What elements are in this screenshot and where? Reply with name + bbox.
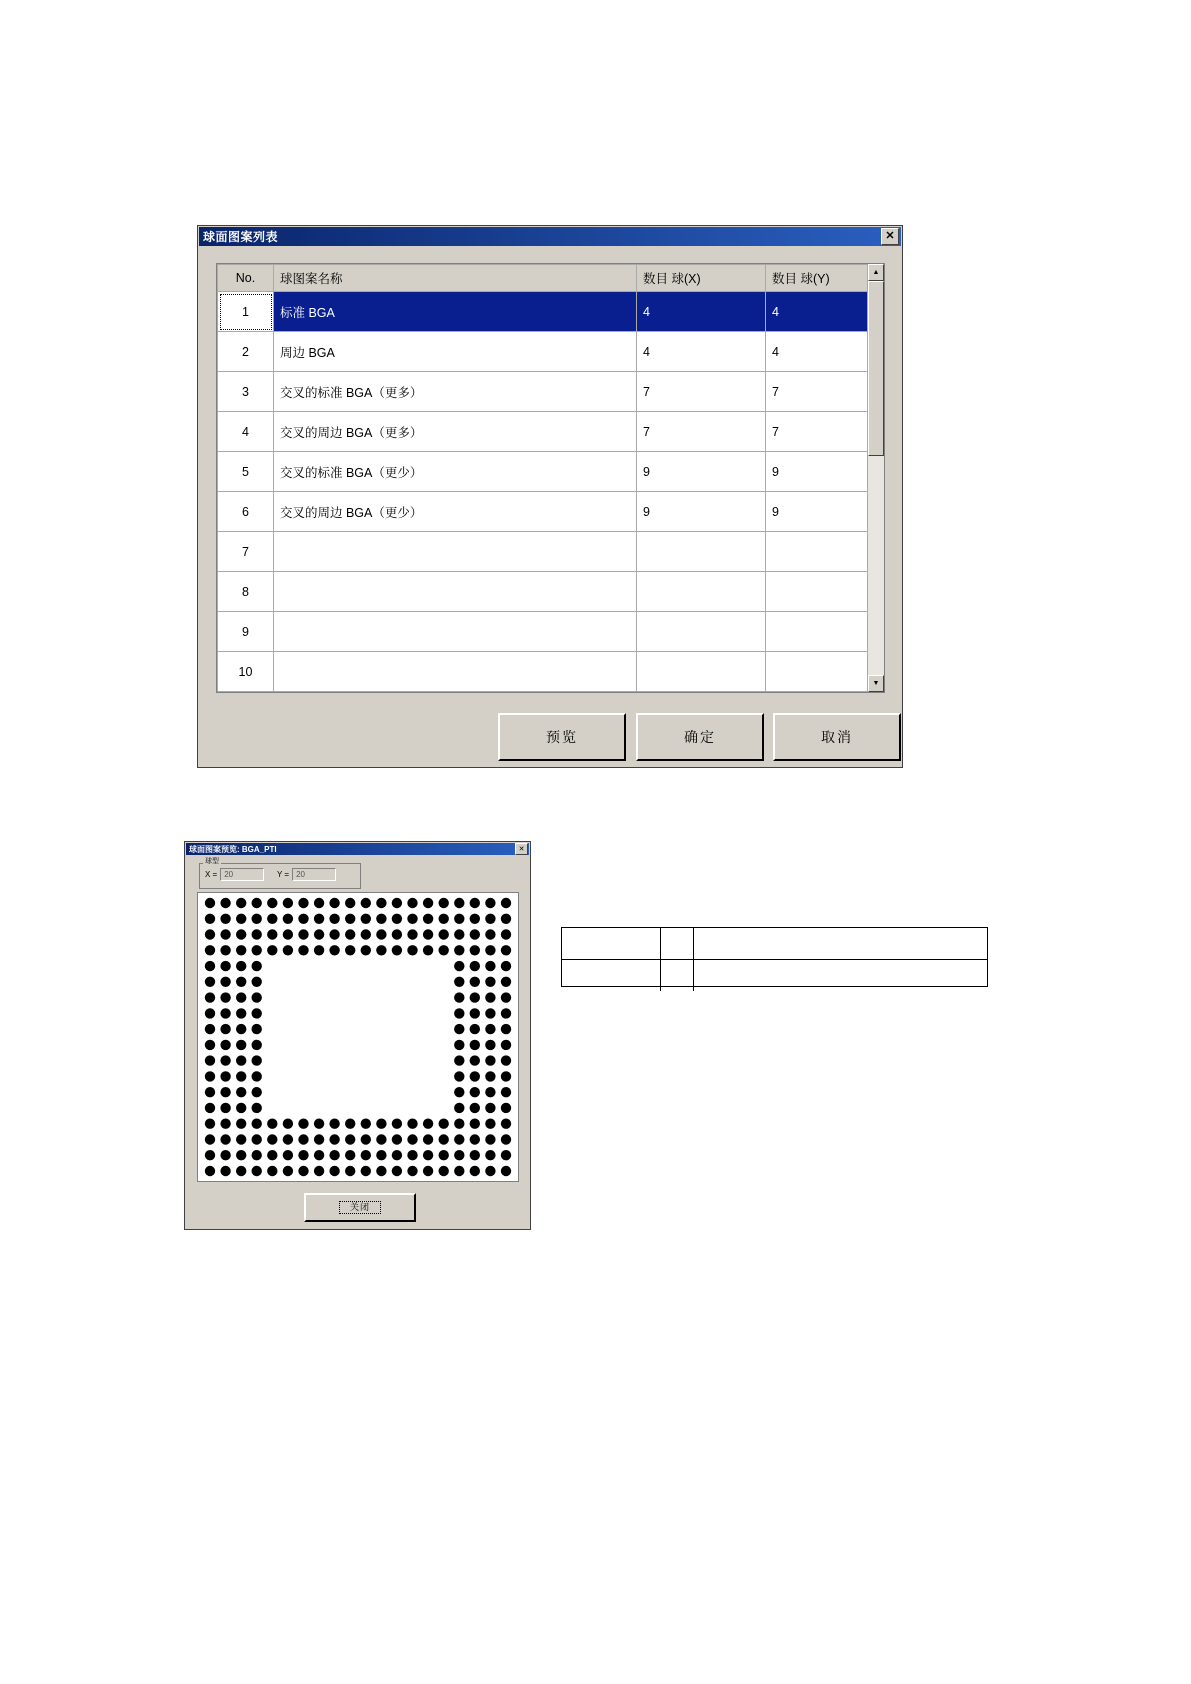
- cell-no: 7: [218, 532, 274, 572]
- ok-button[interactable]: 确定: [636, 713, 764, 761]
- table-row[interactable]: [218, 372, 868, 412]
- cell-no: 5: [218, 452, 274, 492]
- cell-y: [766, 532, 868, 572]
- cell-name: 标准 BGA: [274, 292, 637, 332]
- cell-name: [274, 652, 637, 692]
- cell-name: 交叉的标准 BGA（更多）: [274, 372, 637, 412]
- x-label: X =: [205, 870, 218, 879]
- cell-c2: [694, 960, 988, 992]
- close-icon[interactable]: ✕: [515, 843, 528, 855]
- ball-grid-svg: [198, 893, 518, 1181]
- ball-type-group-label: 球型: [205, 858, 219, 865]
- cell-name: [274, 612, 637, 652]
- column-header-y[interactable]: 数目 球(Y): [766, 265, 868, 292]
- cell-name: 周边 BGA: [274, 332, 637, 372]
- table-row[interactable]: [218, 652, 868, 692]
- cell-a1: [562, 928, 661, 960]
- y-label: Y =: [277, 870, 290, 879]
- cell-x: [637, 612, 766, 652]
- cell-y: [766, 612, 868, 652]
- vertical-scrollbar[interactable]: [867, 264, 884, 692]
- cell-x: 7: [637, 372, 766, 412]
- ball-pattern-list-dialog: [197, 225, 903, 768]
- table-row[interactable]: [218, 532, 868, 572]
- cell-x: 4: [637, 332, 766, 372]
- close-button[interactable]: [304, 1193, 416, 1222]
- cell-name: 交叉的周边 BGA（更多）: [274, 412, 637, 452]
- cell-no: 8: [218, 572, 274, 612]
- dialog-titlebar[interactable]: [199, 227, 901, 246]
- x-field-group: [205, 868, 264, 881]
- table-row: [562, 928, 987, 960]
- close-button-label: 关闭: [339, 1201, 381, 1214]
- preview-title: 球面图案预览: BGA_PTI: [189, 844, 277, 854]
- cell-no: 2: [218, 332, 274, 372]
- cell-no: 9: [218, 612, 274, 652]
- column-header-x[interactable]: 数目 球(X): [637, 265, 766, 292]
- ball-pattern-preview-dialog: [184, 841, 531, 1230]
- dialog-button-row: [216, 713, 885, 757]
- close-icon[interactable]: ✕: [881, 228, 899, 245]
- cell-name: 交叉的标准 BGA（更少）: [274, 452, 637, 492]
- scrollbar-thumb[interactable]: [868, 281, 884, 456]
- preview-button[interactable]: 预览: [498, 713, 626, 761]
- cell-x: [637, 572, 766, 612]
- preview-titlebar[interactable]: [186, 843, 529, 855]
- cell-y: 4: [766, 332, 868, 372]
- table-row[interactable]: [218, 332, 868, 372]
- y-input[interactable]: 20: [292, 868, 336, 881]
- table-row[interactable]: [218, 612, 868, 652]
- cell-c1: [694, 928, 988, 960]
- cell-b2: [661, 960, 694, 992]
- column-header-name[interactable]: 球图案名称: [274, 265, 637, 292]
- cell-x: 7: [637, 412, 766, 452]
- cell-x: 4: [637, 292, 766, 332]
- y-field-group: [277, 868, 336, 881]
- cell-no: 1: [218, 292, 274, 332]
- pattern-grid-wrapper: [217, 264, 867, 692]
- table-row[interactable]: [218, 292, 868, 332]
- cell-no: 6: [218, 492, 274, 532]
- cell-x: [637, 652, 766, 692]
- blank-side-table: [561, 927, 988, 987]
- cell-x: 9: [637, 492, 766, 532]
- x-input[interactable]: 20: [220, 868, 264, 881]
- table-row: [562, 960, 987, 992]
- cell-no: 10: [218, 652, 274, 692]
- table-row[interactable]: [218, 492, 868, 532]
- cell-name: [274, 532, 637, 572]
- cell-name: [274, 572, 637, 612]
- pattern-grid: [217, 264, 867, 692]
- table-row[interactable]: [218, 452, 868, 492]
- grid-header-row: [218, 265, 868, 292]
- cell-y: [766, 572, 868, 612]
- cell-no: 4: [218, 412, 274, 452]
- cell-x: 9: [637, 452, 766, 492]
- dialog-title: 球面图案列表: [203, 230, 279, 244]
- scroll-up-icon[interactable]: ▲: [868, 264, 884, 281]
- cell-x: [637, 532, 766, 572]
- pattern-list[interactable]: [216, 263, 885, 693]
- cell-y: [766, 652, 868, 692]
- table-row[interactable]: [218, 572, 868, 612]
- column-header-no[interactable]: No.: [218, 265, 274, 292]
- side-table-grid: [562, 928, 987, 991]
- cell-a2: [562, 960, 661, 992]
- cancel-button[interactable]: 取消: [773, 713, 901, 761]
- cell-y: 9: [766, 452, 868, 492]
- cell-y: 4: [766, 292, 868, 332]
- cell-y: 9: [766, 492, 868, 532]
- cell-y: 7: [766, 412, 868, 452]
- cell-name: 交叉的周边 BGA（更少）: [274, 492, 637, 532]
- cell-no: 3: [218, 372, 274, 412]
- scroll-down-icon[interactable]: ▼: [868, 675, 884, 692]
- scrollbar-track[interactable]: [868, 281, 884, 675]
- cell-y: 7: [766, 372, 868, 412]
- cell-b1: [661, 928, 694, 960]
- table-row[interactable]: [218, 412, 868, 452]
- ball-pattern-canvas: [197, 892, 519, 1182]
